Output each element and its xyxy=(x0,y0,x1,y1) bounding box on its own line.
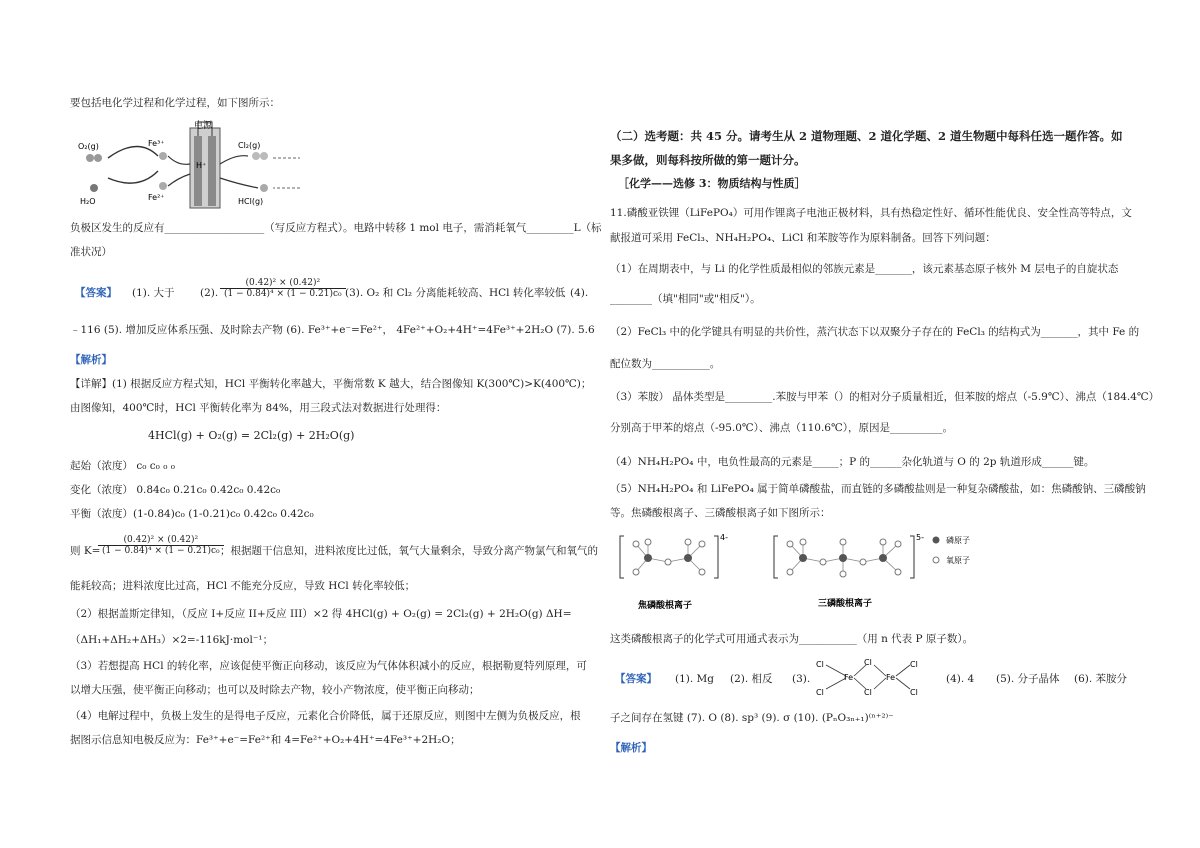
right-answer-2: (2). 相反 xyxy=(730,673,773,685)
arrow-o2 xyxy=(108,146,158,158)
section-heading-2: 果多做，则每科按所做的第一题计分。 xyxy=(610,153,806,167)
charge-5: 5- xyxy=(916,533,924,542)
h-plus-label: H⁺ xyxy=(196,161,207,170)
fe2-ion xyxy=(159,182,167,190)
right-analysis-tag: 【解析】 xyxy=(610,742,652,754)
right-answer-3-label: (3). xyxy=(792,673,811,685)
bracket-left-pyro xyxy=(620,536,624,578)
tri-p-atom-1 xyxy=(799,554,807,562)
cl-atom-1: Cl xyxy=(816,660,824,669)
sub5-line-2: 等。焦磷酸根离子、三磷酸根离子如下图所示： xyxy=(610,507,831,519)
hess-line-1: （2）根据盖斯定律知，（反应 I+反应 II+反应 III）×2 得 4HCl(g) + O₂(g) = 2Cl₂(g) + 2H₂O(g) ΔH= xyxy=(70,608,572,620)
intro-text: 要包括电化学过程和化学过程，如下图所示： xyxy=(70,97,280,109)
k-fraction-answer xyxy=(220,278,346,299)
detail-line-1: 【详解】(1) 根据反应方程式知，HCl 平衡转化率越大，平衡常数 K 越大，结合图像知 K(300℃)>K(400℃)； xyxy=(70,378,592,390)
part4-line-1: （4）电解过程中，负极上发生的是得电子反应，元素化合价降低，属于还原反应，则图中左侧为负极反应，根 xyxy=(70,710,581,722)
phosphate-diagram xyxy=(618,530,1008,616)
bracket-right-tri xyxy=(910,536,914,578)
arrow-cl2 xyxy=(220,156,248,164)
k-explanation-2: 能耗较高；进料浓度比过高，HCl 不能充分反应，导致 HCl 转化率较低； xyxy=(70,580,416,592)
o2-molecule-2 xyxy=(94,154,102,162)
fe3-ion xyxy=(159,152,167,160)
arrow-fe3 xyxy=(168,156,190,164)
cl2-molecule-2 xyxy=(260,152,268,160)
tri-p-atom-2 xyxy=(839,554,847,562)
section-heading-3: ［化学——选修 3：物质结构与性质］ xyxy=(618,177,806,190)
sub1-line-1: （1）在周期表中，与 Li 的化学性质最相似的邻族元素是_______，该元素基态原子核外 M 层电子的自旋状态 xyxy=(610,263,1119,275)
answer-3: (3). O₂ 和 Cl₂ 分离能耗较高、HCl 转化率较低 xyxy=(345,287,566,299)
arrow-fe2 xyxy=(168,174,190,186)
answer-tag-text: 【答案】 xyxy=(75,287,117,299)
right-answer-line-2: 子之间存在氢键 (7). O (8). sp³ (9). σ (10). (PₙO₃ₙ₊₁)⁽ⁿ⁺²⁾⁻ xyxy=(610,712,894,724)
cl2-molecule xyxy=(252,152,260,160)
tri-p-atom-3 xyxy=(879,554,887,562)
q11-line-2: 献报道可采用 FeCl₃、NH₄H₂PO₄、LiCl 和苯胺等作为原料制备。回答下列问题： xyxy=(610,232,996,244)
start-concentration-row: 起始（浓度） c₀ c₀ ₀ ₀ xyxy=(70,460,175,472)
charge-4: 4- xyxy=(720,533,728,542)
cl-bridge-1: Cl xyxy=(864,658,872,667)
legend-p-label: 磷原子 xyxy=(946,536,970,545)
power-label: 电源 xyxy=(194,121,213,131)
k-fraction-detail xyxy=(98,535,224,556)
k-fraction-numerator: (0.42)² × (0.42)² xyxy=(220,278,346,289)
part3-line-1: （3）若想提高 HCl 的转化率，应该促使平衡正向移动，该反应为气体体积减小的反应，根据勒夏特列原理，可 xyxy=(70,660,587,672)
legend-o-symbol xyxy=(933,557,939,563)
k-fraction-denominator: (1 − 0.84)⁴ × (1 − 0.21)c₀ xyxy=(224,289,342,299)
legend-p-symbol xyxy=(933,537,940,544)
electrode-left xyxy=(194,136,202,206)
sub1-line-2: ________（填"相同"或"相反"）。 xyxy=(610,293,761,305)
o2-label: O₂(g) xyxy=(78,142,99,151)
h2o-molecule xyxy=(90,184,98,192)
bracket-left-tri xyxy=(774,536,778,578)
h2o-label: H₂O xyxy=(80,197,96,206)
arrow-hcl xyxy=(220,178,258,188)
k-explanation: ；根据题干信息知，进料浓度比过低，氧气大量剩余，导致分离产物氯气和氧气的 xyxy=(220,545,598,557)
pyro-p-atom-1 xyxy=(644,554,652,562)
cl-atom-4: Cl xyxy=(910,688,918,697)
fe-atom-2: Fe xyxy=(886,673,896,682)
question-line-1: 负极区发生的反应有___________________（写反应方程式）。电路中转移 1 mol 电子，需消耗氧气_________L（标 xyxy=(70,222,602,234)
analysis-tag: 【解析】 xyxy=(70,354,112,366)
sub5-line-3: 这类磷酸根离子的化学式可用通式表示为___________（用 n 代表 P 原子数）。 xyxy=(610,633,974,645)
fe2-label: Fe²⁺ xyxy=(148,193,165,202)
pyro-o-atoms xyxy=(633,539,705,575)
caption-triphosphate: 三磷酸根离子 xyxy=(818,599,873,609)
o2-molecule xyxy=(86,154,94,162)
sub4-line: （4）NH₄H₂PO₄ 中，电负性最高的元素是_____；P 的______杂化轨道与 O 的 2p 轨道形成______键。 xyxy=(610,456,1095,468)
change-concentration-row: 变化（浓度） 0.84c₀ 0.21c₀ 0.42c₀ 0.42c₀ xyxy=(70,484,281,496)
question-line-2: 准状况） xyxy=(70,246,112,258)
electrolysis-diagram xyxy=(78,116,308,214)
sub3-line-1: （3）苯胺） 晶体类型是_________.苯胺与甲苯（）的相对分子质量相近，但苯胺的熔点（-5.9℃）、沸点（184.4℃） xyxy=(610,391,1160,403)
fe-atom-1: Fe xyxy=(844,673,854,682)
sub3-line-2: 分别高于甲苯的熔点（-95.0℃）、沸点（110.6℃），原因是__________。 xyxy=(610,422,953,434)
legend-o-label: 氧原子 xyxy=(946,556,970,565)
answer-1: (1). 大于 xyxy=(132,287,175,299)
answer-2-label: (2). xyxy=(200,287,219,299)
cl-bridge-2: Cl xyxy=(864,688,872,697)
right-answer-5: (5). 分子晶体 xyxy=(996,673,1060,685)
part3-line-2: 以增大压强，使平衡正向移动；也可以及时除去产物，较小产物浓度，使平衡正向移动； xyxy=(70,684,480,696)
cl-atom-2: Cl xyxy=(816,688,824,697)
part4-line-2: 据图示信息知电极反应为：Fe³⁺+e⁻=Fe²⁺和 4=Fe²⁺+O₂+4H⁺=4Fe³⁺+2H₂O； xyxy=(70,734,461,746)
hcl-molecule xyxy=(260,184,268,192)
caption-pyrophosphate: 焦磷酸根离子 xyxy=(638,601,693,611)
answer-tag xyxy=(75,285,117,301)
pyro-p-atom-2 xyxy=(684,554,692,562)
right-answer-tag: 【答案】 xyxy=(615,673,657,685)
q11-line-1: 11.磷酸亚铁锂（LiFePO₄）可用作锂离子电池正极材料，具有热稳定性好、循环性能优良、安全性高等特点，文 xyxy=(610,207,1132,219)
right-answer-1: (1). Mg xyxy=(675,673,715,685)
cl2-label: Cl₂(g) xyxy=(238,141,261,150)
k-detail-denominator: (1 − 0.84)⁴ × (1 − 0.21)c₀ xyxy=(102,546,220,556)
right-answer-4: (4). 4 xyxy=(946,673,975,685)
fe2cl6-bonds xyxy=(826,665,910,689)
arrow-h2o xyxy=(108,171,158,183)
section-heading-1: （二）选考题：共 45 分。请考生从 2 道物理题、2 道化学题、2 道生物题中每科任选一题作答。如 xyxy=(610,129,1123,143)
balance-concentration-row: 平衡（浓度）(1-0.84)c₀ (1-0.21)c₀ 0.42c₀ 0.42c₀ xyxy=(70,508,314,520)
hess-line-2: （ΔH₁+ΔH₂+ΔH₃）×2=-116kJ·mol⁻¹； xyxy=(70,634,274,646)
sub2-line-1: （2）FeCl₃ 中的化学键具有明显的共价性，蒸汽状态下以双聚分子存在的 FeCl₃ 的结构式为_______，其中 Fe 的 xyxy=(610,326,1140,338)
bracket-right-pyro xyxy=(714,536,718,578)
reaction-equation: 4HCl(g) + O₂(g) = 2Cl₂(g) + 2H₂O(g) xyxy=(148,429,355,442)
detail-line-2: 由图像知，400℃时，HCl 平衡转化率为 84%，用三段式法对数据进行处理得： xyxy=(70,402,447,414)
answer-4-label: (4). xyxy=(570,287,589,299)
right-answer-6: (6). 苯胺分 xyxy=(1074,673,1128,685)
hcl-label: HCl(g) xyxy=(238,197,264,206)
k-prefix: 则 K= xyxy=(70,545,101,557)
electrode-right xyxy=(208,136,216,206)
cl-atom-3: Cl xyxy=(910,660,918,669)
fe3-label: Fe³⁺ xyxy=(148,139,165,148)
k-detail-numerator: (0.42)² × (0.42)² xyxy=(98,535,224,546)
answer-line-2: ﹣116 (5). 增加反应体系压强、及时除去产物 (6). Fe³⁺+e⁻=Fe²⁺， 4Fe²⁺+O₂+4H⁺=4Fe³⁺+2H₂O (7). 5.6 xyxy=(70,324,595,336)
fe2cl6-structure xyxy=(810,656,930,698)
sub5-line-1: （5）NH₄H₂PO₄ 和 LiFePO₄ 属于简单磷酸盐，而直链的多磷酸盐则是一种复杂磷酸盐，如：焦磷酸钠、三磷酸钠 xyxy=(610,483,1146,495)
sub2-line-2: 配位数为___________。 xyxy=(610,358,721,370)
